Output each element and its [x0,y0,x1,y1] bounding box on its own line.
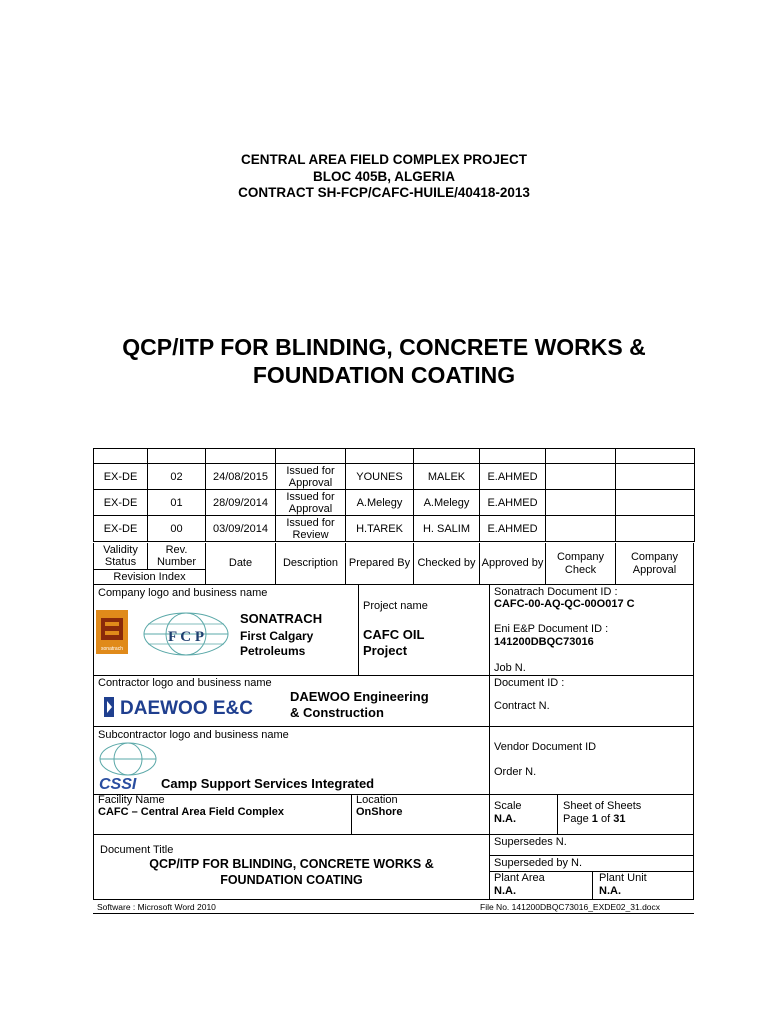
revision-empty-row [94,449,695,464]
superseded-by-label: Superseded by N. [494,857,583,869]
footer-software: Software : Microsoft Word 2010 [97,902,216,912]
scale-label: Scale [494,800,522,812]
scale-value: N.A. [494,813,516,825]
title-line-2: FOUNDATION COATING [252,362,516,388]
rev-status: EX-DE [94,490,148,516]
header-revision-index: Revision Index [94,569,206,584]
contract-number-label: Contract N. [494,700,550,712]
header-validity-status: Validity Status [94,543,148,569]
page-total: 31 [613,813,626,825]
rev-company-check [546,516,616,542]
rev-prepared: A.Melegy [346,490,414,516]
header-company-approval: Company Approval [630,550,679,576]
page-indicator [563,813,625,826]
page-of: of [600,813,611,825]
contractor-name-line-2: & Construction [290,705,384,720]
company-name-sonatrach: SONATRACH [240,611,323,626]
rev-number: 01 [148,490,206,516]
rev-number: 00 [148,516,206,542]
header-company-check: Company Check [546,543,616,584]
location-value: OnShore [356,806,403,818]
rev-company-check [546,464,616,490]
rev-company-check [546,490,616,516]
rev-description: Issued for Review [276,516,346,542]
rev-approved: E.AHMED [480,516,546,542]
document-main-title [60,333,708,389]
rev-checked: A.Melegy [414,490,480,516]
location-label: Location [356,794,398,806]
rev-approved: E.AHMED [480,464,546,490]
rev-company-approval [616,516,695,542]
rev-company-approval [616,464,695,490]
daewoo-logo-text: DAEWOO E&C [120,698,253,719]
rev-number: 02 [148,464,206,490]
rev-date: 24/08/2015 [206,464,276,490]
sonatrach-logo [96,610,128,654]
rev-prepared: YOUNES [346,464,414,490]
cssi-logo [98,741,158,798]
rev-description: Issued for Approval [276,490,346,516]
cssi-logo-text: CSSI [99,776,137,793]
header-description: Description [276,543,346,584]
revision-row [94,490,695,516]
vendor-doc-label: Vendor Document ID [494,741,597,753]
sonatrach-logo-text: sonatrach [101,646,123,652]
eni-doc-label: Eni E&P Document ID : [494,623,609,635]
header-date: Date [206,543,276,584]
page-number: 1 [591,813,598,825]
header-line-2: BLOC 405B, ALGERIA [312,168,456,184]
footer-rule [93,913,694,914]
company-name-line-3: Petroleums [240,644,306,658]
header-line-3: CONTRACT SH-FCP/CAFC-HUILE/40418-2013 [238,185,530,200]
sonatrach-doc-label: Sonatrach Document ID : [494,586,618,598]
fcp-globe-logo [140,611,232,657]
fcp-logo-text: F C P [167,629,205,645]
document-id-label: Document ID : [494,677,565,689]
project-name-label: Project name [363,600,428,612]
rev-checked: H. SALIM [414,516,480,542]
plant-area-label: Plant Area [494,872,545,884]
project-name-line-1: CAFC OIL [363,627,425,642]
project-name-line-2: Project [363,643,408,658]
order-number-label: Order N. [494,766,537,778]
plant-area-value: N.A. [494,885,516,897]
rev-prepared: H.TAREK [346,516,414,542]
subcontractor-label: Subcontractor logo and business name [98,729,289,741]
document-title-line-2: FOUNDATION COATING [220,873,363,887]
vendor-doc-block [489,726,694,795]
page-prefix: Page [563,813,589,825]
revision-header [93,543,694,585]
rev-status: EX-DE [94,516,148,542]
plant-unit-label: Plant Unit [599,872,647,884]
contractor-name-line-1: DAEWOO Engineering [290,689,429,704]
header-line-1: CENTRAL AREA FIELD COMPLEX PROJECT [240,152,528,167]
plant-unit-value: N.A. [599,885,621,897]
revision-row [94,516,695,542]
rev-description: Issued for Approval [276,464,346,490]
sonatrach-doc-id: CAFC-00-AQ-QC-00O017 C [494,598,635,610]
supersedes-label: Supersedes N. [494,836,567,848]
eni-doc-id: 141200DBQC73016 [494,636,594,648]
header-prepared-by: Prepared By [346,543,414,584]
footer-file-number: File No. 141200DBQC73016_EXDE02_31.docx [480,902,661,912]
company-name-line-2: First Calgary [240,629,314,643]
document-title-line-1: QCP/ITP FOR BLINDING, CONCRETE WORKS & [149,857,434,871]
rev-date: 28/09/2014 [206,490,276,516]
title-line-1: QCP/ITP FOR BLINDING, CONCRETE WORKS & [122,334,646,360]
rev-status: EX-DE [94,464,148,490]
subcontractor-name: Camp Support Services Integrated [161,776,375,791]
facility-label: Facility Name [98,794,165,806]
header-checked-by: Checked by [414,543,480,584]
job-number-label: Job N. [494,662,526,674]
contractor-label: Contractor logo and business name [98,677,272,689]
sheet-label: Sheet of Sheets [563,800,642,812]
company-label: Company logo and business name [98,587,268,599]
facility-value: CAFC – Central Area Field Complex [98,806,285,818]
project-header [0,152,768,202]
revision-row [94,464,695,490]
document-title-label: Document Title [100,844,174,856]
rev-checked: MALEK [414,464,480,490]
header-approved-by: Approved by [480,543,546,584]
rev-company-approval [616,490,695,516]
revision-table [93,448,695,542]
daewoo-logo [102,693,278,726]
rev-approved: E.AHMED [480,490,546,516]
header-rev-number: Rev. Number [148,543,206,569]
rev-date: 03/09/2014 [206,516,276,542]
